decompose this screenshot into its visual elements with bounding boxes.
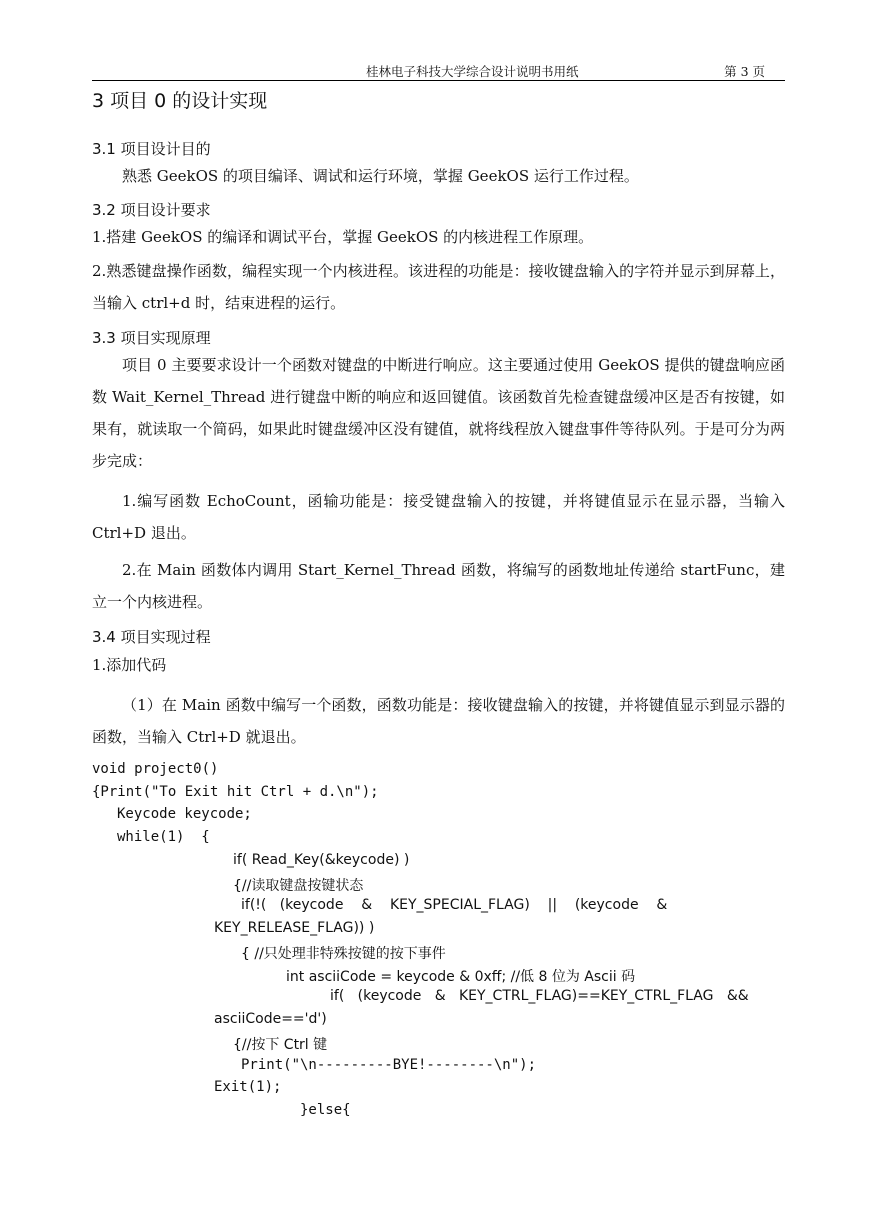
para-3-3-3: 2.在 Main 函数体内调用 Start_Kernel_Thread 函数，将编写的函数地址传递给 startFunc，建立一个内核进程。	[92, 561, 785, 611]
heading-3-3: 3.3 项目实现原理	[92, 329, 211, 347]
code-line: {//按下 Ctrl 键	[233, 1037, 328, 1053]
page-header	[92, 62, 785, 81]
para-3-1: 熟悉 GeekOS 的项目编译、调试和运行环境，掌握 GeekOS 运行工作过程。	[122, 167, 639, 185]
code-line: if(!( (keycode & KEY_SPECIAL_FLAG) || (keycode &	[241, 897, 668, 913]
code-line: asciiCode=='d')	[214, 1011, 327, 1027]
code-line: Keycode keycode;	[117, 806, 252, 822]
code-line: if( (keycode & KEY_CTRL_FLAG)==KEY_CTRL_FLAG &&	[330, 988, 749, 1004]
code-line: if( Read_Key(&keycode) )	[233, 852, 410, 868]
code-line: }else{	[300, 1102, 351, 1118]
para-3-3-1: 项目 0 主要要求设计一个函数对键盘的中断进行响应。这主要通过使用 GeekOS 提供的键盘响应函数 Wait_Kernel_Thread 进行键盘中断的响应和返回键值。该函数首先检查键盘缓冲区是否有按键，如果有，就读取一个简码，如果此时键盘缓冲区没有键值，就将线程放入键盘事件等待队列。于是可分为两步完成：	[92, 356, 785, 470]
heading-3-4: 3.4 项目实现过程	[92, 628, 211, 646]
page-number: 第 3 页	[724, 64, 765, 79]
code-line: Print("\n---------BYE!--------\n");	[241, 1057, 537, 1073]
header-school: 桂林电子科技大学综合设计说明书用纸	[366, 64, 579, 79]
step-1: 1.添加代码	[92, 656, 167, 674]
code-line: void project0()	[92, 761, 219, 777]
code-line: int asciiCode = keycode & 0xff; //低 8 位为 Ascii 码	[286, 969, 636, 985]
chapter-title: 3 项目 0 的设计实现	[92, 90, 268, 112]
req-item-2: 2.熟悉键盘操作函数，编程实现一个内核进程。该进程的功能是：接收键盘输入的字符并显示到屏幕上，当输入 ctrl+d 时，结束进程的运行。	[92, 262, 785, 312]
para-3-4-1: （1）在 Main 函数中编写一个函数，函数功能是：接收键盘输入的按键，并将键值显示到显示器的函数，当输入 Ctrl+D 就退出。	[92, 696, 785, 746]
heading-3-2: 3.2 项目设计要求	[92, 201, 211, 219]
code-line: KEY_RELEASE_FLAG)) )	[214, 920, 375, 936]
heading-3-1: 3.1 项目设计目的	[92, 140, 211, 158]
code-line: while(1) {	[117, 829, 210, 845]
para-3-3-2: 1.编写函数 EchoCount，函输功能是：接受键盘输入的按键，并将键值显示在显示器，当输入 Ctrl+D 退出。	[92, 492, 785, 542]
code-line: Exit(1);	[214, 1079, 282, 1095]
code-line: {Print("To Exit hit Ctrl + d.\n");	[92, 784, 379, 800]
code-line: { //只处理非特殊按键的按下事件	[241, 946, 446, 962]
req-item-1: 1.搭建 GeekOS 的编译和调试平台，掌握 GeekOS 的内核进程工作原理。	[92, 228, 594, 246]
code-line: {//读取键盘按键状态	[233, 878, 364, 894]
